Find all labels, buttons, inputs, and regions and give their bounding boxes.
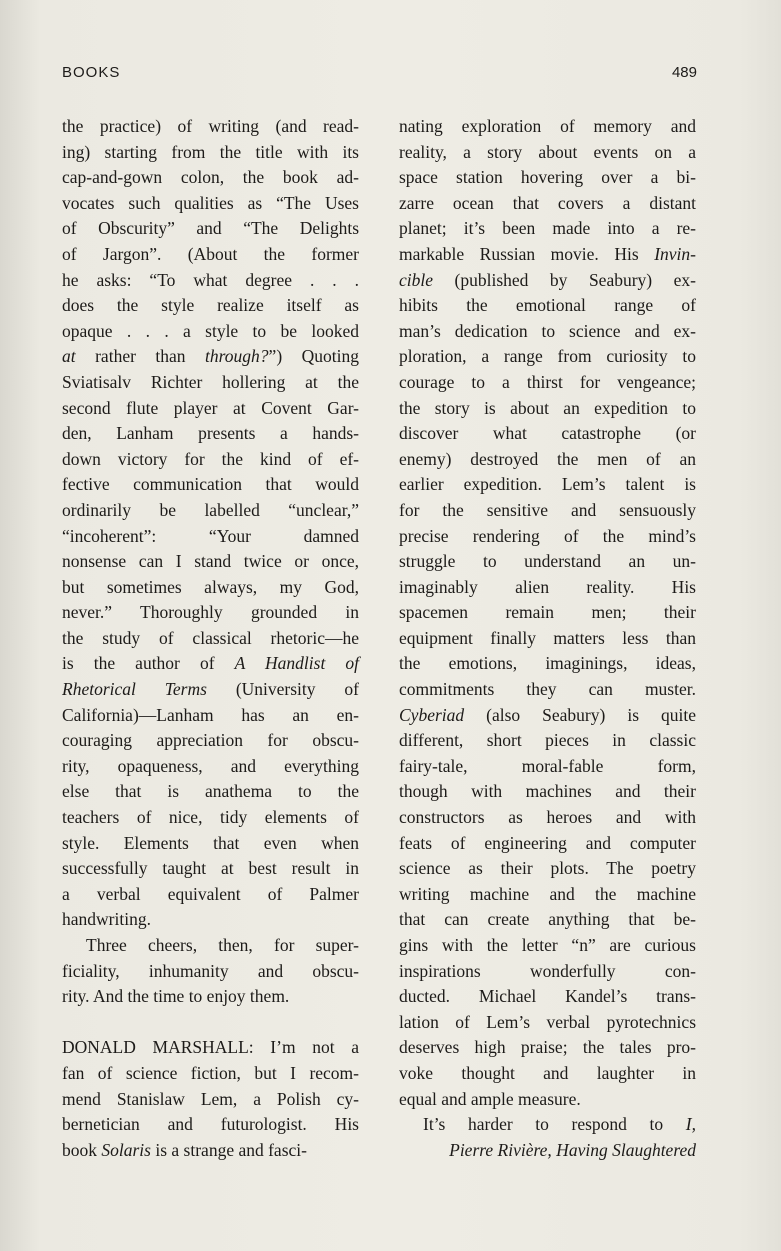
text-line: of Obscurity” and “The Delights	[62, 218, 359, 239]
text-line: the emotions, imaginings, ideas,	[399, 653, 696, 674]
text-line: planet; it’s been made into a re-	[399, 218, 696, 239]
text-line: DONALD MARSHALL: I’m not a	[62, 1037, 359, 1058]
text-line: that can create anything that be-	[399, 909, 696, 930]
text-line: imaginably alien reality. His	[399, 576, 696, 597]
text-line: opaque . . . a style to be looked	[62, 320, 359, 341]
text-line: down victory for the kind of ef-	[62, 448, 359, 469]
text-line: spacemen remain men; their	[399, 602, 696, 623]
text-line: mend Stanislaw Lem, a Polish cy-	[62, 1088, 359, 1109]
text-line: space station hovering over a bi-	[399, 167, 696, 188]
running-head	[62, 64, 697, 88]
text-line: for the sensitive and sensuously	[399, 499, 696, 520]
text-line: successfully taught at best result in	[62, 858, 359, 879]
text-line: lation of Lem’s verbal pyrotechnics	[399, 1011, 696, 1032]
text-line: commitments they can muster.	[399, 679, 696, 700]
text-line: is the author of A Handlist of	[62, 653, 359, 674]
text-line: nonsense can I stand twice or once,	[62, 551, 359, 572]
text-line: of Jargon”. (About the former	[62, 243, 359, 264]
text-line: den, Lanham presents a hands-	[62, 423, 359, 444]
text-line: Sviatisalv Richter hollering at the	[62, 371, 359, 392]
text-line: ing) starting from the title with its	[62, 141, 359, 162]
text-line: the practice) of writing (and read-	[62, 116, 359, 136]
text-line: Three cheers, then, for super-	[86, 935, 359, 955]
text-line: a verbal equivalent of Palmer	[62, 883, 359, 904]
text-line: teachers of nice, tidy elements of	[62, 807, 359, 828]
text-line: markable Russian movie. His Invin-	[399, 243, 696, 264]
text-line: writing machine and the machine	[399, 883, 696, 904]
text-line: vocates such qualities as “The Uses	[62, 192, 359, 213]
text-line: voke thought and laughter in	[399, 1062, 696, 1083]
text-line: Pierre Rivière, Having Slaughtered	[449, 1139, 696, 1160]
text-line: cap-and-gown colon, the book ad-	[62, 167, 359, 188]
text-line: ficiality, inhumanity and obscu-	[62, 960, 359, 981]
text-line: constructors as heroes and with	[399, 807, 696, 828]
section-title: BOOKS	[62, 64, 121, 81]
text-line: hibits the emotional range of	[399, 295, 696, 316]
text-line: man’s dedication to science and ex-	[399, 320, 696, 341]
text-line: bernetician and futurologist. His	[62, 1114, 359, 1135]
text-line: science as their plots. The poetry	[399, 858, 696, 879]
text-line: enemy) destroyed the men of an	[399, 448, 696, 469]
text-line: feats of engineering and computer	[399, 832, 696, 853]
text-line: reality, a story about events on a	[399, 141, 696, 162]
text-line: California)—Lanham has an en-	[62, 704, 359, 725]
text-line: at rather than through?”) Quoting	[62, 346, 359, 367]
text-line: zarre ocean that covers a distant	[399, 192, 696, 213]
text-line: precise rendering of the mind’s	[399, 525, 696, 546]
text-line: he asks: “To what degree . . .	[62, 269, 359, 290]
text-line: gins with the letter “n” are curious	[399, 935, 696, 955]
text-line: else that is anathema to the	[62, 781, 359, 802]
text-line: earlier expedition. Lem’s talent is	[399, 474, 696, 495]
text-line: does the style realize itself as	[62, 295, 359, 316]
text-line: ploration, a range from curiosity to	[399, 346, 696, 367]
text-line: It’s harder to respond to I,	[423, 1114, 696, 1135]
text-line: never.” Thoroughly grounded in	[62, 602, 359, 623]
text-line: though with machines and their	[399, 781, 696, 802]
text-line: equal and ample measure.	[399, 1088, 581, 1109]
text-line: fan of science fiction, but I recom-	[62, 1062, 359, 1083]
text-line: Rhetorical Terms (University of	[62, 679, 359, 700]
text-line: handwriting.	[62, 909, 151, 930]
text-line: rity, opaqueness, and everything	[62, 755, 359, 776]
text-line: but sometimes always, my God,	[62, 576, 359, 597]
text-line: Cyberiad (also Seabury) is quite	[399, 704, 696, 725]
text-line: second flute player at Covent Gar-	[62, 397, 359, 418]
text-line: struggle to understand an un-	[399, 551, 696, 572]
text-line: courage to a thirst for vengeance;	[399, 371, 696, 392]
text-line: “incoherent”: “Your damned	[62, 525, 359, 546]
text-line: equipment finally matters less than	[399, 627, 696, 648]
text-line: ordinarily be labelled “unclear,”	[62, 499, 359, 520]
text-line: nating exploration of memory and	[399, 116, 696, 136]
text-line: different, short pieces in classic	[399, 730, 696, 751]
text-line: style. Elements that even when	[62, 832, 359, 853]
text-line: cible (published by Seabury) ex-	[399, 269, 696, 290]
text-line: couraging appreciation for obscu-	[62, 730, 359, 751]
right-column	[399, 114, 696, 1163]
text-line: the study of classical rhetoric—he	[62, 627, 359, 648]
left-column	[62, 114, 359, 1163]
text-line: ducted. Michael Kandel’s trans-	[399, 986, 696, 1007]
page-number: 489	[671, 64, 697, 81]
text-line: deserves high praise; the tales pro-	[399, 1037, 696, 1058]
text-line: fective communication that would	[62, 474, 359, 495]
text-line: fairy-tale, moral-fable form,	[399, 755, 696, 776]
text-line: discover what catastrophe (or	[399, 423, 696, 444]
paragraph-gap	[62, 1010, 359, 1036]
text-line: rity. And the time to enjoy them.	[62, 986, 290, 1007]
text-line: inspirations wonderfully con-	[399, 960, 696, 981]
text-line: the story is about an expedition to	[399, 397, 696, 418]
text-line: book Solaris is a strange and fasci-	[62, 1139, 307, 1160]
